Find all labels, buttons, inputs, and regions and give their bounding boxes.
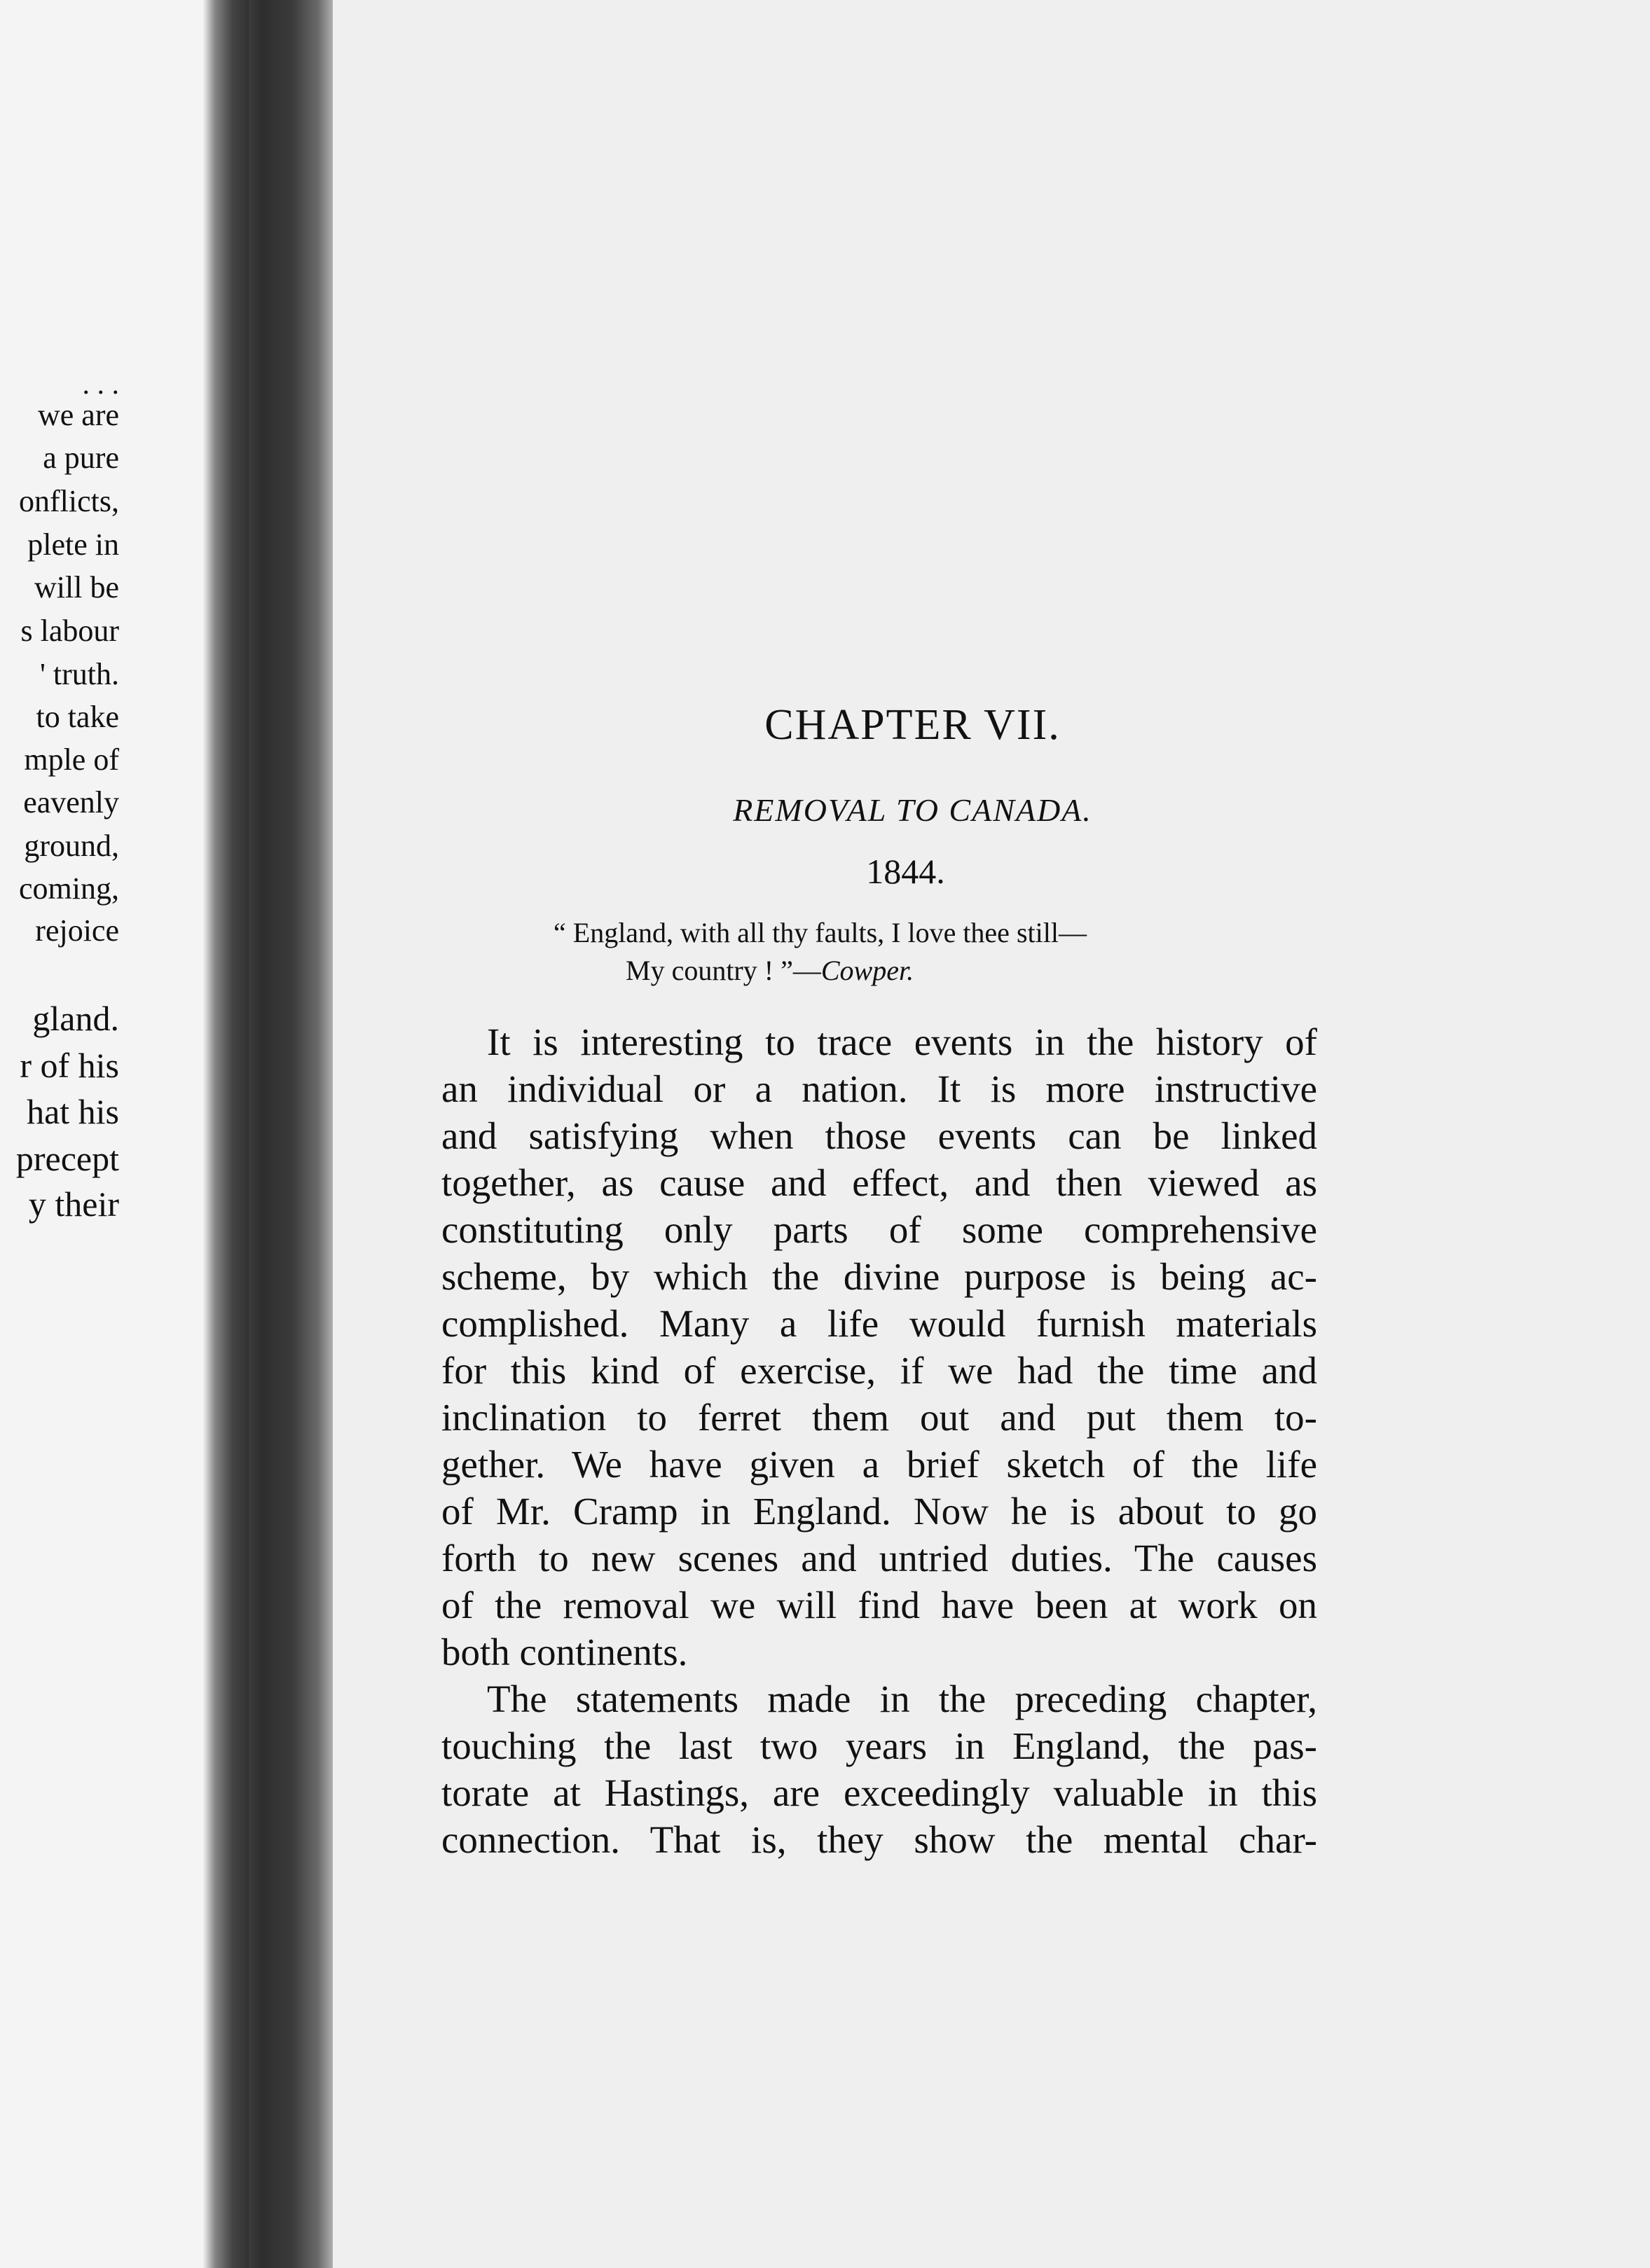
body-line: touching the last two years in England, the pas- <box>441 1724 1317 1767</box>
epigraph-text: My country ! ”— <box>626 955 821 986</box>
body-line: gether. We have given a brief sketch of the life <box>441 1443 1317 1486</box>
body-line: It is interesting to trace events in the history of <box>487 1021 1317 1063</box>
body-line: forth to new scenes and untried duties. The causes <box>441 1537 1317 1579</box>
body-line: connection. That is, they show the mental char- <box>441 1818 1317 1861</box>
left-page-line: . . . <box>82 368 119 401</box>
body-line: for this kind of exercise, if we had the time and <box>441 1349 1317 1392</box>
body-line: of the removal we will find have been at work on <box>441 1584 1317 1626</box>
body-line: scheme, by which the divine purpose is being ac- <box>441 1255 1317 1298</box>
left-page-line: coming, <box>19 871 119 906</box>
left-page-line: ground, <box>24 829 119 863</box>
body-line: inclination to ferret them out and put them to- <box>441 1396 1317 1439</box>
left-page-line: onflicts, <box>19 484 119 518</box>
gutter-shadow <box>207 0 249 2268</box>
body-line: complished. Many a life would furnish materials <box>441 1302 1317 1345</box>
left-page-line: will be <box>34 570 119 604</box>
left-page-line: y their <box>28 1184 119 1224</box>
left-page-line: r of his <box>20 1046 119 1085</box>
epigraph-line-1: “ England, with all thy faults, I love thee still— <box>554 917 1087 948</box>
body-line: The statements made in the preceding chapter, <box>487 1678 1317 1720</box>
left-page-line: hat his <box>27 1092 119 1131</box>
body-line: torate at Hastings, are exceedingly valuable in this <box>441 1771 1317 1814</box>
body-line: both continents. <box>441 1631 688 1673</box>
left-page-line: we are <box>37 398 119 432</box>
epigraph-author: Cowper. <box>820 955 914 986</box>
body-line: of Mr. Cramp in England. Now he is about to go <box>441 1490 1317 1533</box>
left-page-line: eavenly <box>23 785 119 820</box>
left-page-line: a pure <box>43 441 119 475</box>
body-line: together, as cause and effect, and then viewed as <box>441 1161 1317 1204</box>
body-line: constituting only parts of some comprehensive <box>441 1208 1317 1251</box>
chapter-subtitle: REMOVAL TO CANADA. <box>733 792 1092 828</box>
epigraph-line-2 <box>626 954 914 987</box>
body-line: an individual or a nation. It is more instructive <box>441 1067 1317 1110</box>
left-page-line: to take <box>36 700 119 734</box>
chapter-year: 1844. <box>866 852 945 891</box>
left-page-line: s labour <box>20 614 119 648</box>
left-page-line: plete in <box>27 527 119 562</box>
chapter-title: CHAPTER VII. <box>764 701 1061 749</box>
left-page-line: rejoice <box>35 913 119 948</box>
left-page-line: gland. <box>32 999 119 1038</box>
left-page-line: mple of <box>24 742 119 777</box>
left-page-line: ' truth. <box>39 657 119 691</box>
left-page-line: precept <box>15 1139 119 1178</box>
body-line: and satisfying when those events can be linked <box>441 1114 1317 1157</box>
